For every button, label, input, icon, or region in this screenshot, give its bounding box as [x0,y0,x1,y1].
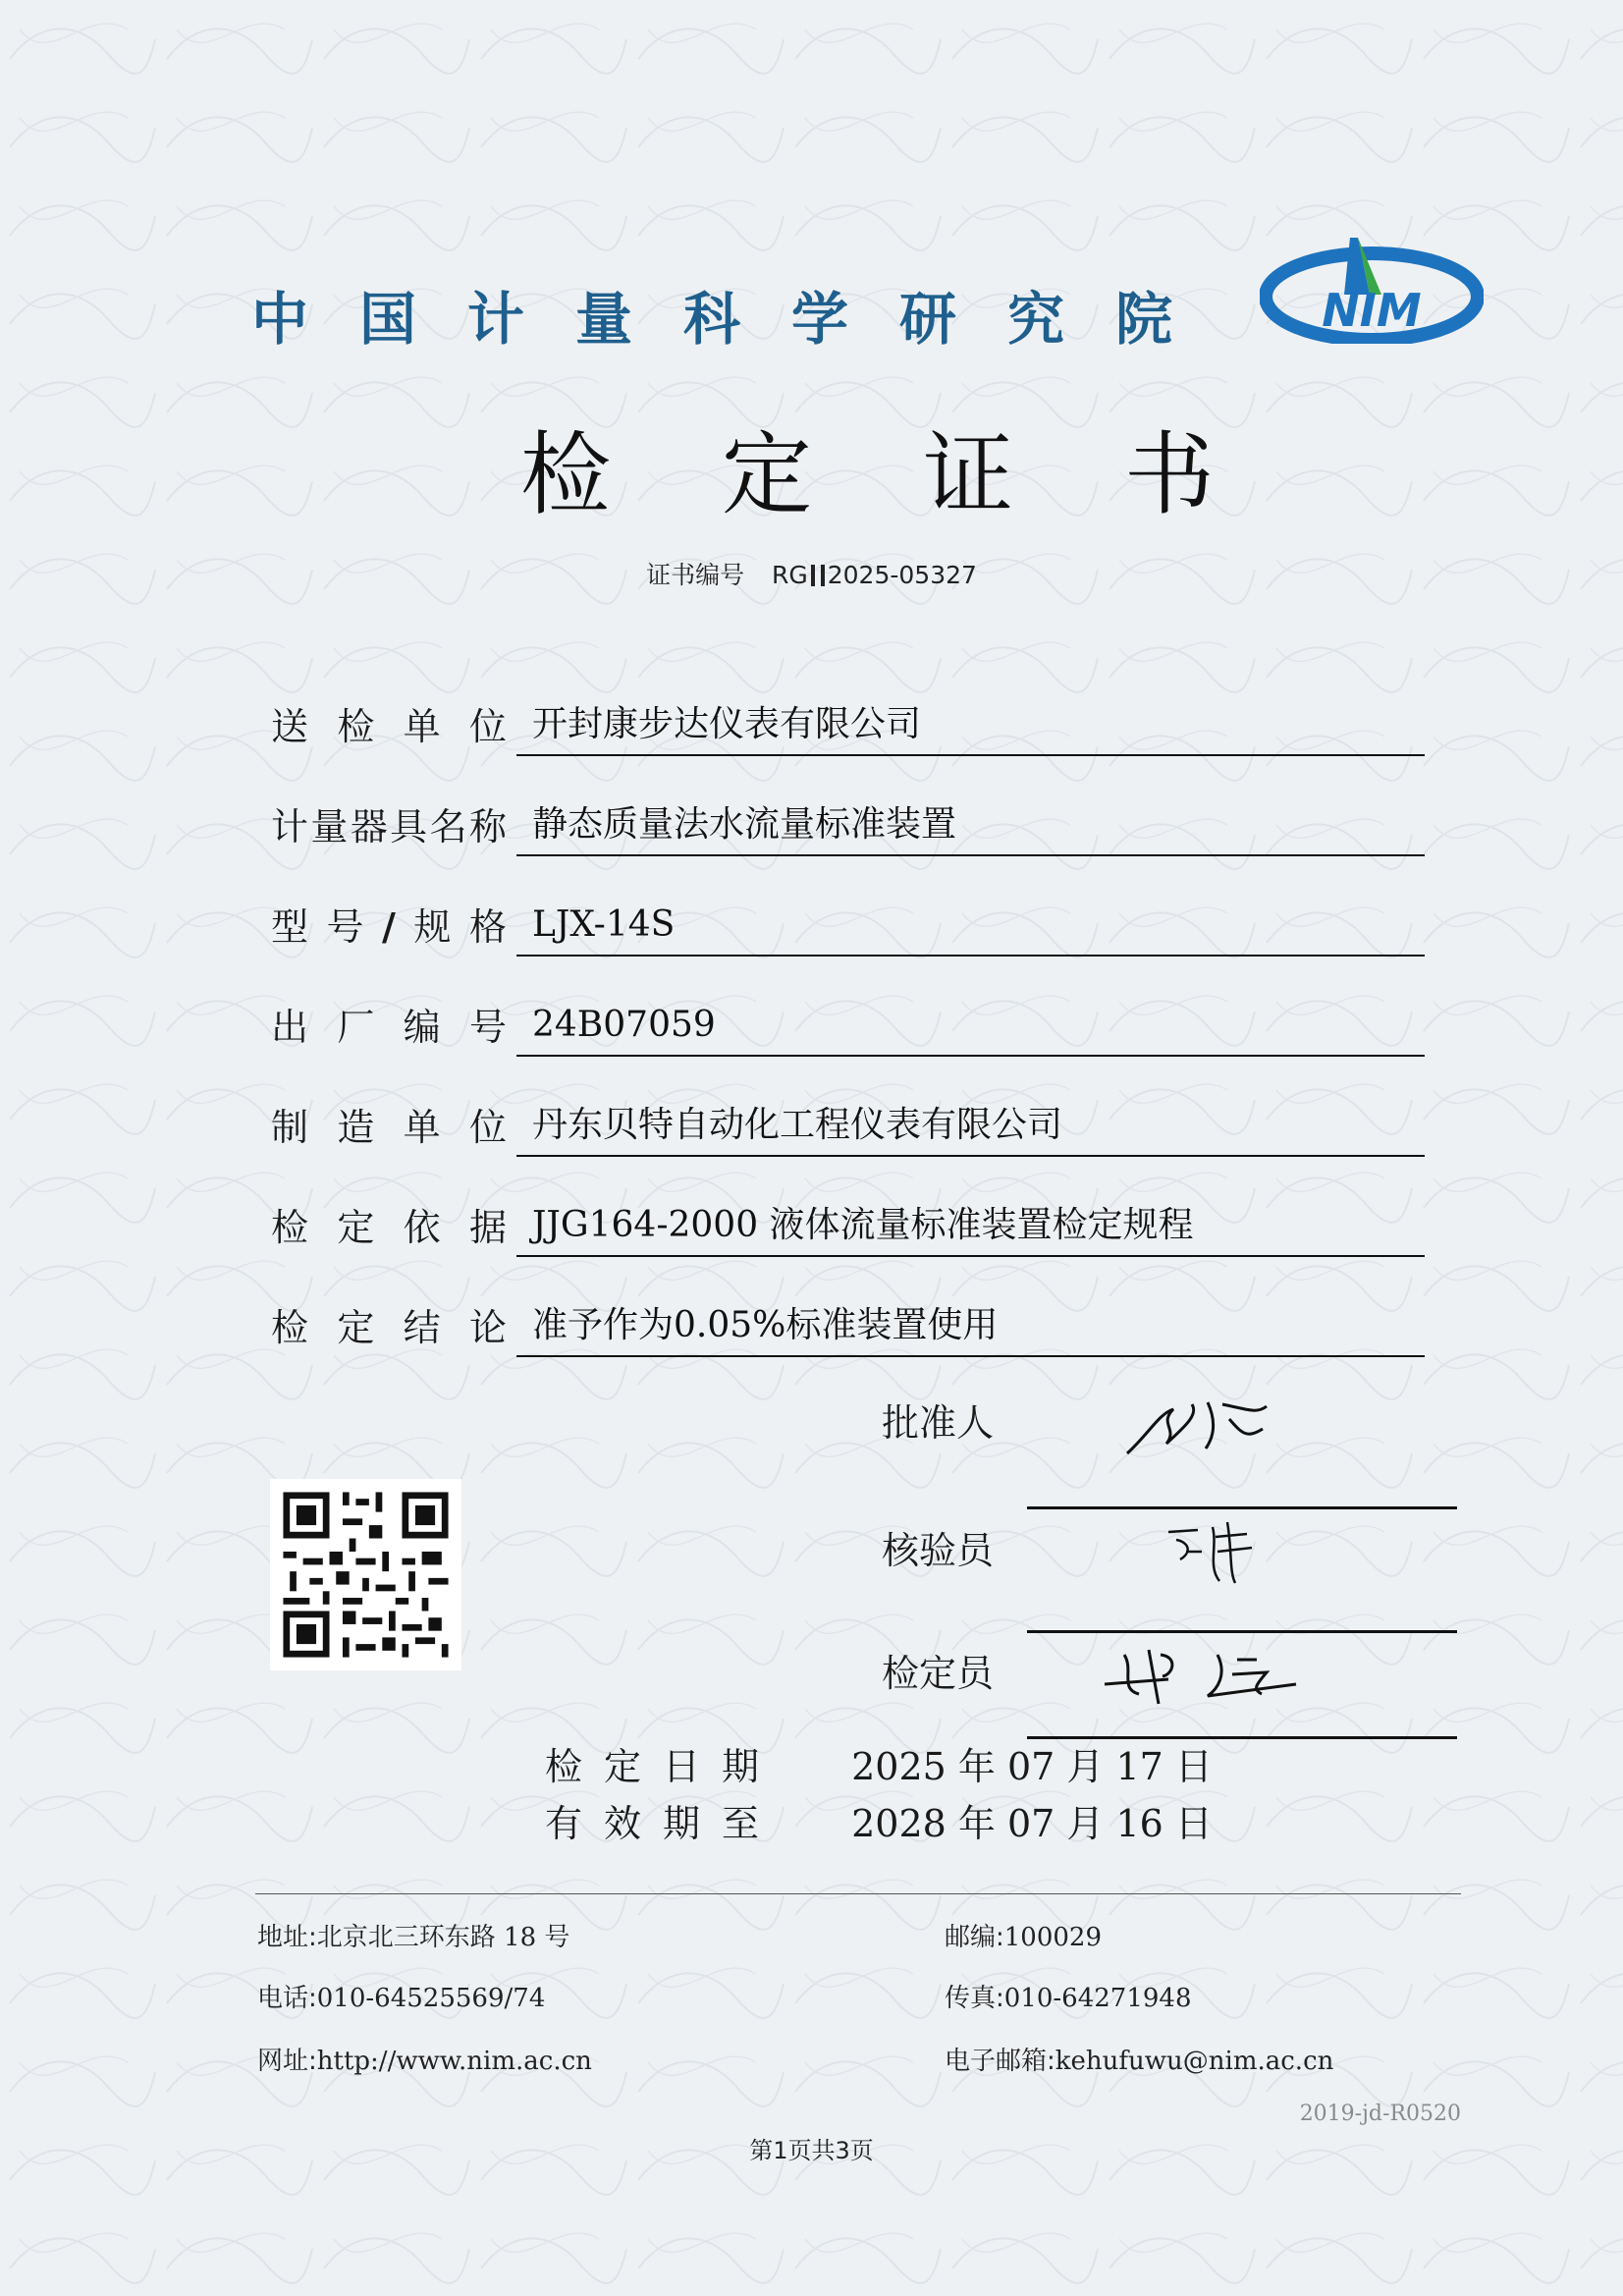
field-instrument-name [271,793,1425,856]
certificate-number-value: 2025-05327 [827,561,977,589]
footer-postcode: 邮编:100029 [945,1923,1103,1952]
field-label: 检 定 结 论 [271,1306,507,1349]
field-value: LJX-14S [516,896,1425,957]
field-basis [271,1194,1425,1257]
certificate-number-prefix: RG [771,561,808,589]
institute-name-char: 院 [1115,286,1173,353]
version-code: 2019-jd-R0520 [1299,2102,1461,2126]
field-label: 出 厂 编 号 [271,1006,507,1049]
certificate-number-label: 证书编号 [646,561,745,589]
page-number: 第1页共3页 [749,2137,874,2164]
institute-name-char: 究 [1007,286,1065,353]
field-value: 24B07059 [516,996,1425,1057]
valid-until-value: 2028 年 07 月 16 日 [851,1802,1213,1845]
valid-until-label: 有效期至 [545,1802,782,1845]
field-label: 制 造 单 位 [271,1106,507,1149]
document-title [520,403,1325,532]
field-label: 检 定 依 据 [271,1206,507,1249]
verifier-signature-line [1027,1630,1457,1633]
field-value: 静态质量法水流量标准装置 [516,795,1425,856]
certificate-number-mark [821,565,825,586]
footer-fax: 传真:010-64271948 [945,1984,1192,2013]
verification-date-label: 检定日期 [545,1745,782,1788]
field-serial-number [271,994,1425,1057]
inspector-label: 检定员 [882,1652,995,1695]
title-char: 检 [520,422,612,527]
institute-name-char: 学 [791,286,849,353]
field-model [271,894,1425,957]
valid-until-row [545,1793,1213,1847]
title-char: 证 [923,422,1014,527]
verification-date-value: 2025 年 07 月 17 日 [851,1745,1213,1788]
institute-name-char: 科 [683,286,741,353]
field-label: 计 量 器 具 名 称 [271,805,507,848]
verifier-signature [1159,1512,1267,1591]
institute-name-char: 国 [359,286,417,353]
footer-email[interactable]: 电子邮箱:kehufuwu@nim.ac.cn [945,2047,1334,2076]
field-value: 开封康步达仪表有限公司 [516,695,1425,756]
logo-text: NIM [1322,284,1422,337]
institute-name-char: 量 [575,286,633,353]
approver-signature-line [1027,1506,1457,1509]
approver-label: 批准人 [882,1401,995,1445]
institute-name [251,273,1223,355]
verification-date-row [545,1736,1213,1790]
certificate-number [0,556,1623,591]
footer-website[interactable]: 网址:http://www.nim.ac.cn [257,2047,592,2076]
nim-logo-icon [1260,236,1484,344]
footer-divider [255,1893,1461,1894]
institute-name-char: 计 [467,286,525,353]
field-value: 准予作为0.05%标准装置使用 [516,1296,1425,1357]
field-manufacturer [271,1094,1425,1157]
inspector-signature [1100,1635,1316,1714]
field-label: 型 号 / 规 格 [271,905,507,949]
verifier-label: 核验员 [882,1529,995,1572]
title-char: 定 [722,422,813,527]
footer-phone: 电话:010-64525569/74 [257,1984,546,2013]
field-value: JJG164-2000 液体流量标准装置检定规程 [516,1196,1425,1257]
institute-name-char: 研 [899,286,957,353]
approver-signature [1119,1385,1276,1463]
footer-address: 地址:北京北三环东路 18 号 [257,1923,570,1952]
certificate-number-mark [811,565,815,586]
field-value: 丹东贝特自动化工程仪表有限公司 [516,1096,1425,1157]
qr-code-icon [270,1479,461,1670]
field-submitter [271,693,1425,756]
field-label: 送 检 单 位 [271,705,507,748]
institute-name-char: 中 [251,286,309,353]
title-char: 书 [1124,422,1216,527]
field-conclusion [271,1294,1425,1357]
